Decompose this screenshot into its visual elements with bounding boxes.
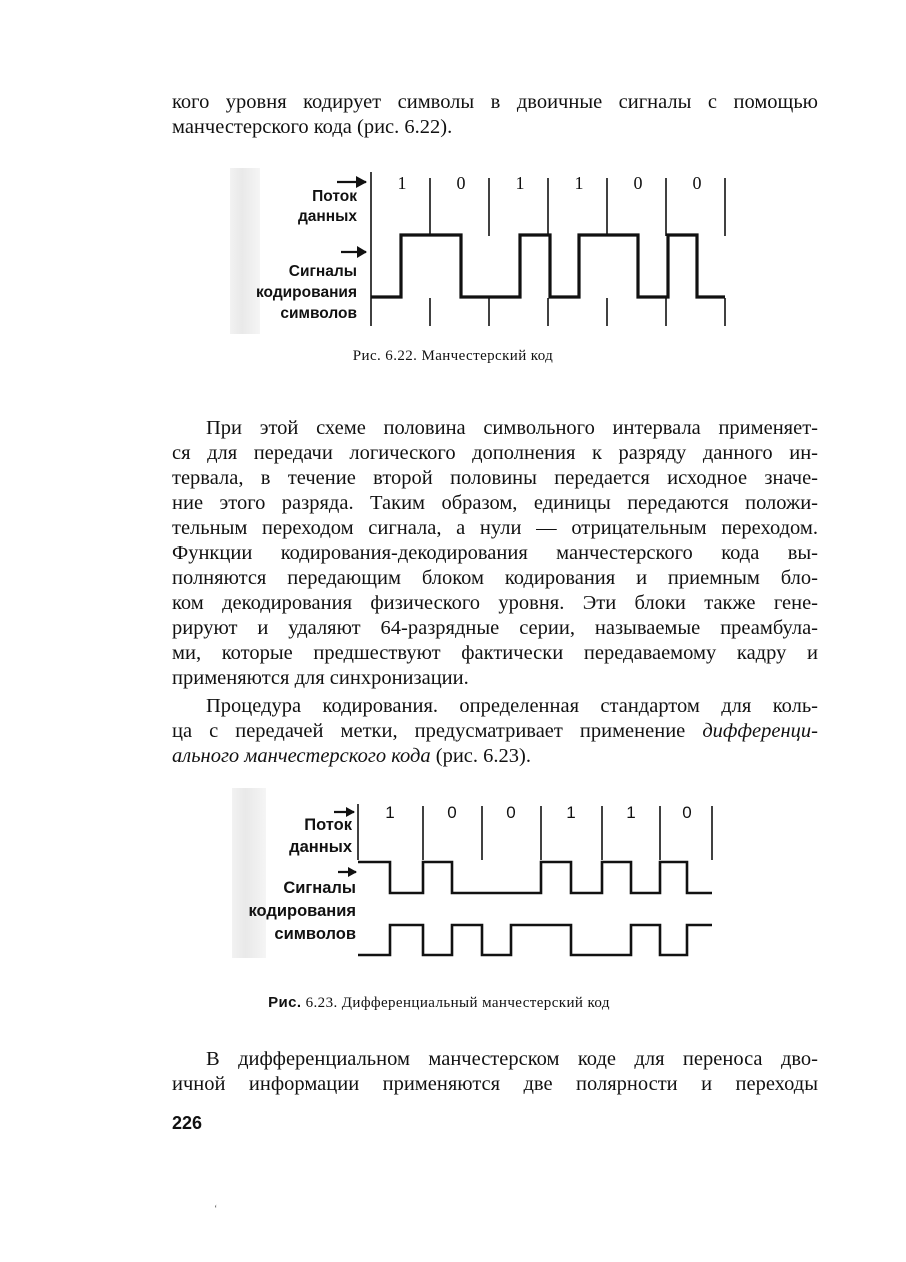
fig1-label-signals-3: символов bbox=[280, 305, 357, 322]
text-line: тельным переходом сигнала, а нули — отрицательным переходом. bbox=[172, 517, 818, 539]
fig2-label-stream-1: Поток bbox=[304, 816, 352, 834]
fig2-caption-bold: Рис. bbox=[268, 994, 302, 1011]
fig2-bit: 1 bbox=[626, 803, 636, 822]
fig1-bit: 0 bbox=[456, 173, 466, 193]
fig1-bit: 1 bbox=[515, 173, 525, 193]
text-line: полняются передающим блоком кодирования и приемным бло- bbox=[172, 567, 818, 589]
fig2-arrow-signal-icon bbox=[338, 867, 357, 877]
fig1-label-signals-1: Сигналы bbox=[288, 263, 357, 280]
text-italic: дифференци- bbox=[702, 720, 818, 742]
fig2-bit: 1 bbox=[385, 803, 395, 822]
fig2-bit: 0 bbox=[506, 803, 516, 822]
text-line: ся для передачи логического дополнения к разряду данного ин- bbox=[172, 442, 818, 464]
fig2-bit: 0 bbox=[682, 803, 692, 822]
fig2-bit: 1 bbox=[566, 803, 576, 822]
text-line: применяются для синхронизации. bbox=[172, 667, 469, 689]
text-italic: ального манчестерского кода bbox=[172, 745, 431, 767]
fig2-label-stream-2: данных bbox=[289, 838, 352, 856]
text-normal: (рис. 6.23). bbox=[430, 745, 531, 767]
fig2-label-signals-3: символов bbox=[274, 925, 356, 943]
text-line: манчестерского кода (рис. 6.22). bbox=[172, 116, 453, 138]
text-line: ичной информации применяются две полярности и переходы bbox=[172, 1073, 818, 1095]
fig1-bit: 0 bbox=[633, 173, 643, 193]
fig2-bit: 0 bbox=[447, 803, 457, 822]
fig2-caption-text: 6.23. Дифференциальный манчестерский код bbox=[301, 995, 610, 1011]
paragraph-3 bbox=[172, 1047, 818, 1097]
page-number: 226 bbox=[172, 1113, 203, 1133]
scan-speck: ‘ bbox=[214, 1204, 218, 1215]
text-line: ком декодирования физического уровня. Эти блоки также гене- bbox=[172, 592, 818, 614]
text-line: ние этого разряда. Таким образом, единицы передаются положи- bbox=[172, 492, 818, 514]
text-line: При этой схеме половина символьного интервала применяет- bbox=[206, 417, 818, 439]
fig2-caption bbox=[0, 994, 892, 1012]
text-line: ми, которые предшествуют фактически передаваемому кадру и bbox=[172, 642, 818, 664]
fig1-label-stream-2: данных bbox=[297, 208, 357, 225]
text-normal: ца с передачей метки, предусматривает применение bbox=[172, 720, 703, 742]
fig1-bit: 0 bbox=[692, 173, 702, 193]
text-line: Процедура кодирования. определенная стандартом для коль- bbox=[206, 695, 818, 717]
fig2-label-signals-1: Сигналы bbox=[283, 879, 356, 897]
text-line: рируют и удаляют 64-разрядные серии, называемые преамбула- bbox=[172, 617, 818, 639]
text-line: кого уровня кодирует символы в двоичные сигналы с помощью bbox=[172, 91, 818, 113]
text-line: В дифференциальном манчестерском коде для переноса дво- bbox=[206, 1048, 818, 1070]
fig1-bit: 1 bbox=[574, 173, 584, 193]
fig2-boundaries bbox=[358, 804, 712, 860]
text-line: тервала, в течение второй половины передается исходное значе- bbox=[172, 467, 818, 489]
fig1-bit: 1 bbox=[397, 173, 407, 193]
fig2-label-signals-2: кодирования bbox=[248, 902, 356, 920]
fig2-waveform-upper bbox=[358, 862, 712, 893]
fig2-waveform-lower bbox=[358, 925, 712, 955]
fig1-label-signals-2: кодирования bbox=[256, 284, 357, 301]
fig1-caption: Рис. 6.22. Манчестерский код bbox=[352, 348, 554, 364]
fig1-label-stream-1: Поток bbox=[312, 188, 357, 205]
text-line: Функции кодирования-декодирования манчестерского кода вы- bbox=[172, 542, 818, 564]
